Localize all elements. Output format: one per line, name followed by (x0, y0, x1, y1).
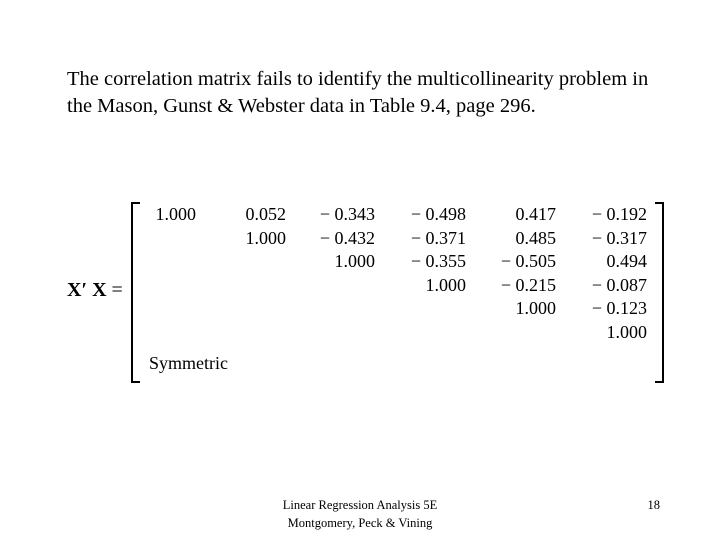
matrix-cell-r2-c2: 1.000 (245, 227, 286, 248)
matrix-cell-r3-c5: − 0.505 (500, 251, 556, 272)
symmetric-label: Symmetric (149, 353, 228, 373)
matrix-label (67, 279, 123, 302)
matrix-cell-r1-c1: 1.000 (155, 204, 196, 224)
matrix-symbol: X′ X (67, 279, 107, 301)
matrix-cell-r1-c4: − 0.498 (410, 204, 466, 224)
matrix-cell-r5-c5: 1.000 (515, 298, 556, 319)
matrix-cell-r4-c5: − 0.215 (500, 274, 556, 295)
left-bracket (131, 202, 140, 383)
matrix-cell-r1-c2: 0.052 (245, 204, 286, 224)
matrix-cell-r2-c6: − 0.317 (591, 227, 647, 248)
page-number: 18 (647, 498, 660, 512)
footer-citation (240, 496, 480, 532)
matrix-cell-r4-c6: − 0.087 (591, 274, 647, 295)
slide-paragraph: The correlation matrix fails to identify the multicollinearity problem in the Mason, Gunst & Webster data in Table 9.4, page 296. (67, 68, 649, 117)
equals-sign: = (106, 279, 123, 301)
footer-line-1: Linear Regression Analysis 5E (282, 498, 438, 512)
matrix-cell-r3-c3: 1.000 (334, 251, 375, 272)
matrix-cell-r3-c4: − 0.355 (410, 251, 466, 272)
footer-line-2: Montgomery, Peck & Vining (287, 516, 433, 530)
matrix-cell-r6-c6: 1.000 (606, 322, 647, 342)
matrix-cell-r1-c5: 0.417 (515, 204, 556, 224)
matrix-cell-r3-c6: 0.494 (606, 251, 647, 272)
matrix-cell-r4-c4: 1.000 (425, 274, 466, 295)
matrix-cell-r1-c3: − 0.343 (319, 204, 375, 224)
matrix-cell-r2-c5: 0.485 (515, 227, 556, 248)
matrix-cell-r5-c6: − 0.123 (591, 298, 647, 319)
right-bracket (655, 202, 664, 383)
matrix-cell-r2-c3: − 0.432 (319, 227, 375, 248)
matrix-cell-r2-c4: − 0.371 (410, 227, 466, 248)
matrix-cell-r1-c6: − 0.192 (591, 204, 647, 224)
